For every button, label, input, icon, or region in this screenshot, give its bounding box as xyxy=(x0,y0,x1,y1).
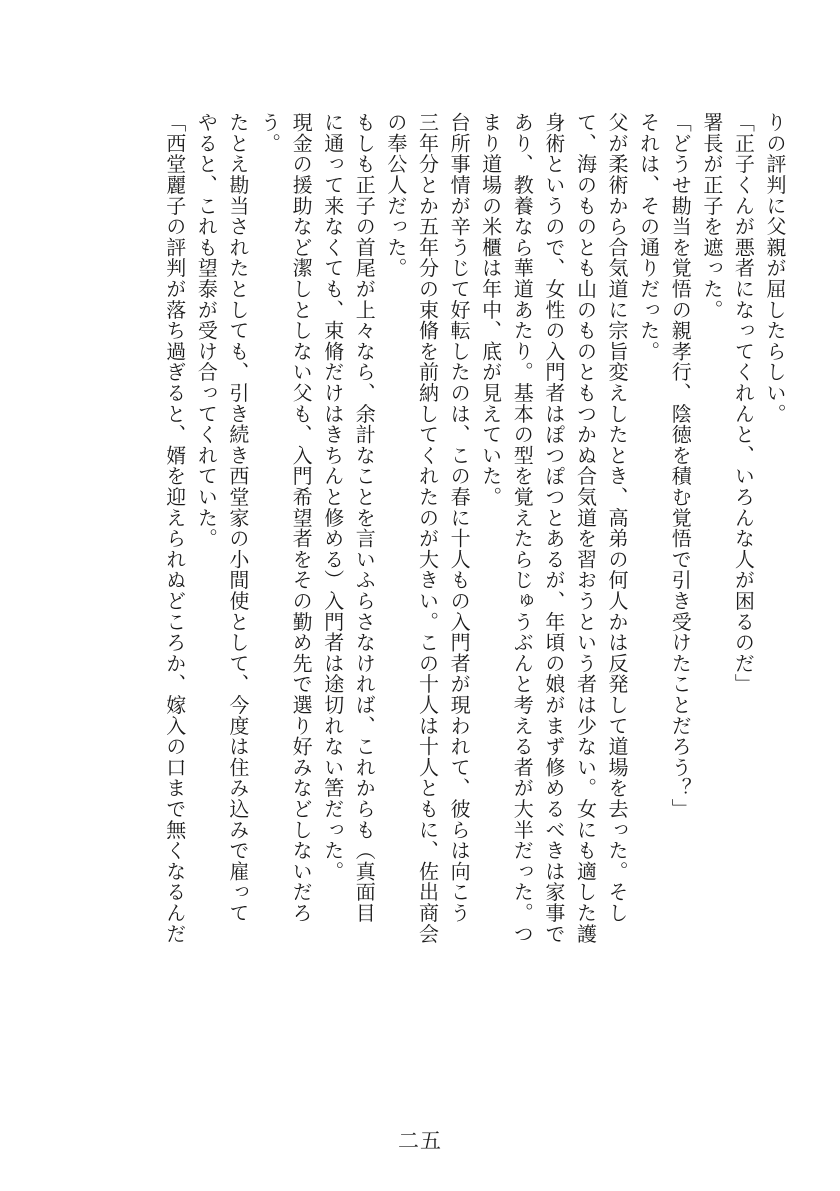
text-line: まり道場の米櫃は年中、底が見えていた。 xyxy=(478,112,503,508)
text-line: う。 xyxy=(257,112,282,154)
text-line: 身術というので、女性の入門者はぽつぽつとあるが、年頃の娘がまず修めるべきは家事で xyxy=(541,112,566,944)
text-line: 三年分とか五年分の束脩を前納してくれたのが大きい。この十人は十人ともに、佐出商会 xyxy=(415,112,440,944)
text-line: 「どうせ勘当を覚悟の親孝行、陰徳を積む覚悟で引き受けたことだろう？」 xyxy=(668,112,693,820)
page-number: 二五 xyxy=(398,1129,442,1153)
text-line: に通って来なくても、束脩だけはきちんと修める）入門者は途切れない筈だった。 xyxy=(320,112,345,882)
text-line: もしも正子の首尾が上々なら、余計なことを言いふらさなければ、これからも（真面目 xyxy=(352,112,377,924)
text-line: て、海のものとも山のものともつかぬ合気道を習おうという者は少ない。女にも適した護 xyxy=(573,112,598,944)
vertical-text-body xyxy=(158,112,790,992)
text-line: 「正子くんが悪者になってくれんと、いろんな人が困るのだ」 xyxy=(731,112,756,695)
text-line: 父が柔術から合気道に宗旨変えしたとき、高弟の何人かは反発して道場を去った。そし xyxy=(605,112,630,924)
text-line: りの評判に父親が屈したらしい。 xyxy=(763,112,787,424)
text-line: 現金の援助など潔しとしない父も、入門希望者をその勤め先で選り好みなどしないだろ xyxy=(289,112,314,924)
text-line: それは、その通りだった。 xyxy=(636,112,661,362)
text-line: 「西堂麗子の評判が落ち過ぎると、婿を迎えられぬどころか、嫁入の口まで無くなるんだ xyxy=(162,112,187,944)
text-line: あり、教養なら華道あたり。基本の型を覚えたらじゅうぶんと考える者が大半だった。つ xyxy=(510,112,535,944)
text-line: やると、これも望泰が受け合ってくれていた。 xyxy=(194,112,219,549)
text-line: たとえ勘当されたとしても、引き続き西堂家の小間使として、今度は住み込みで雇って xyxy=(225,112,250,924)
text-line: 台所事情が辛うじて好転したのは、この春に十人もの入門者が現われて、彼らは向こう xyxy=(447,112,472,924)
text-line: 署長が正子を遮った。 xyxy=(699,112,724,320)
text-line: の奉公人だった。 xyxy=(383,112,408,279)
